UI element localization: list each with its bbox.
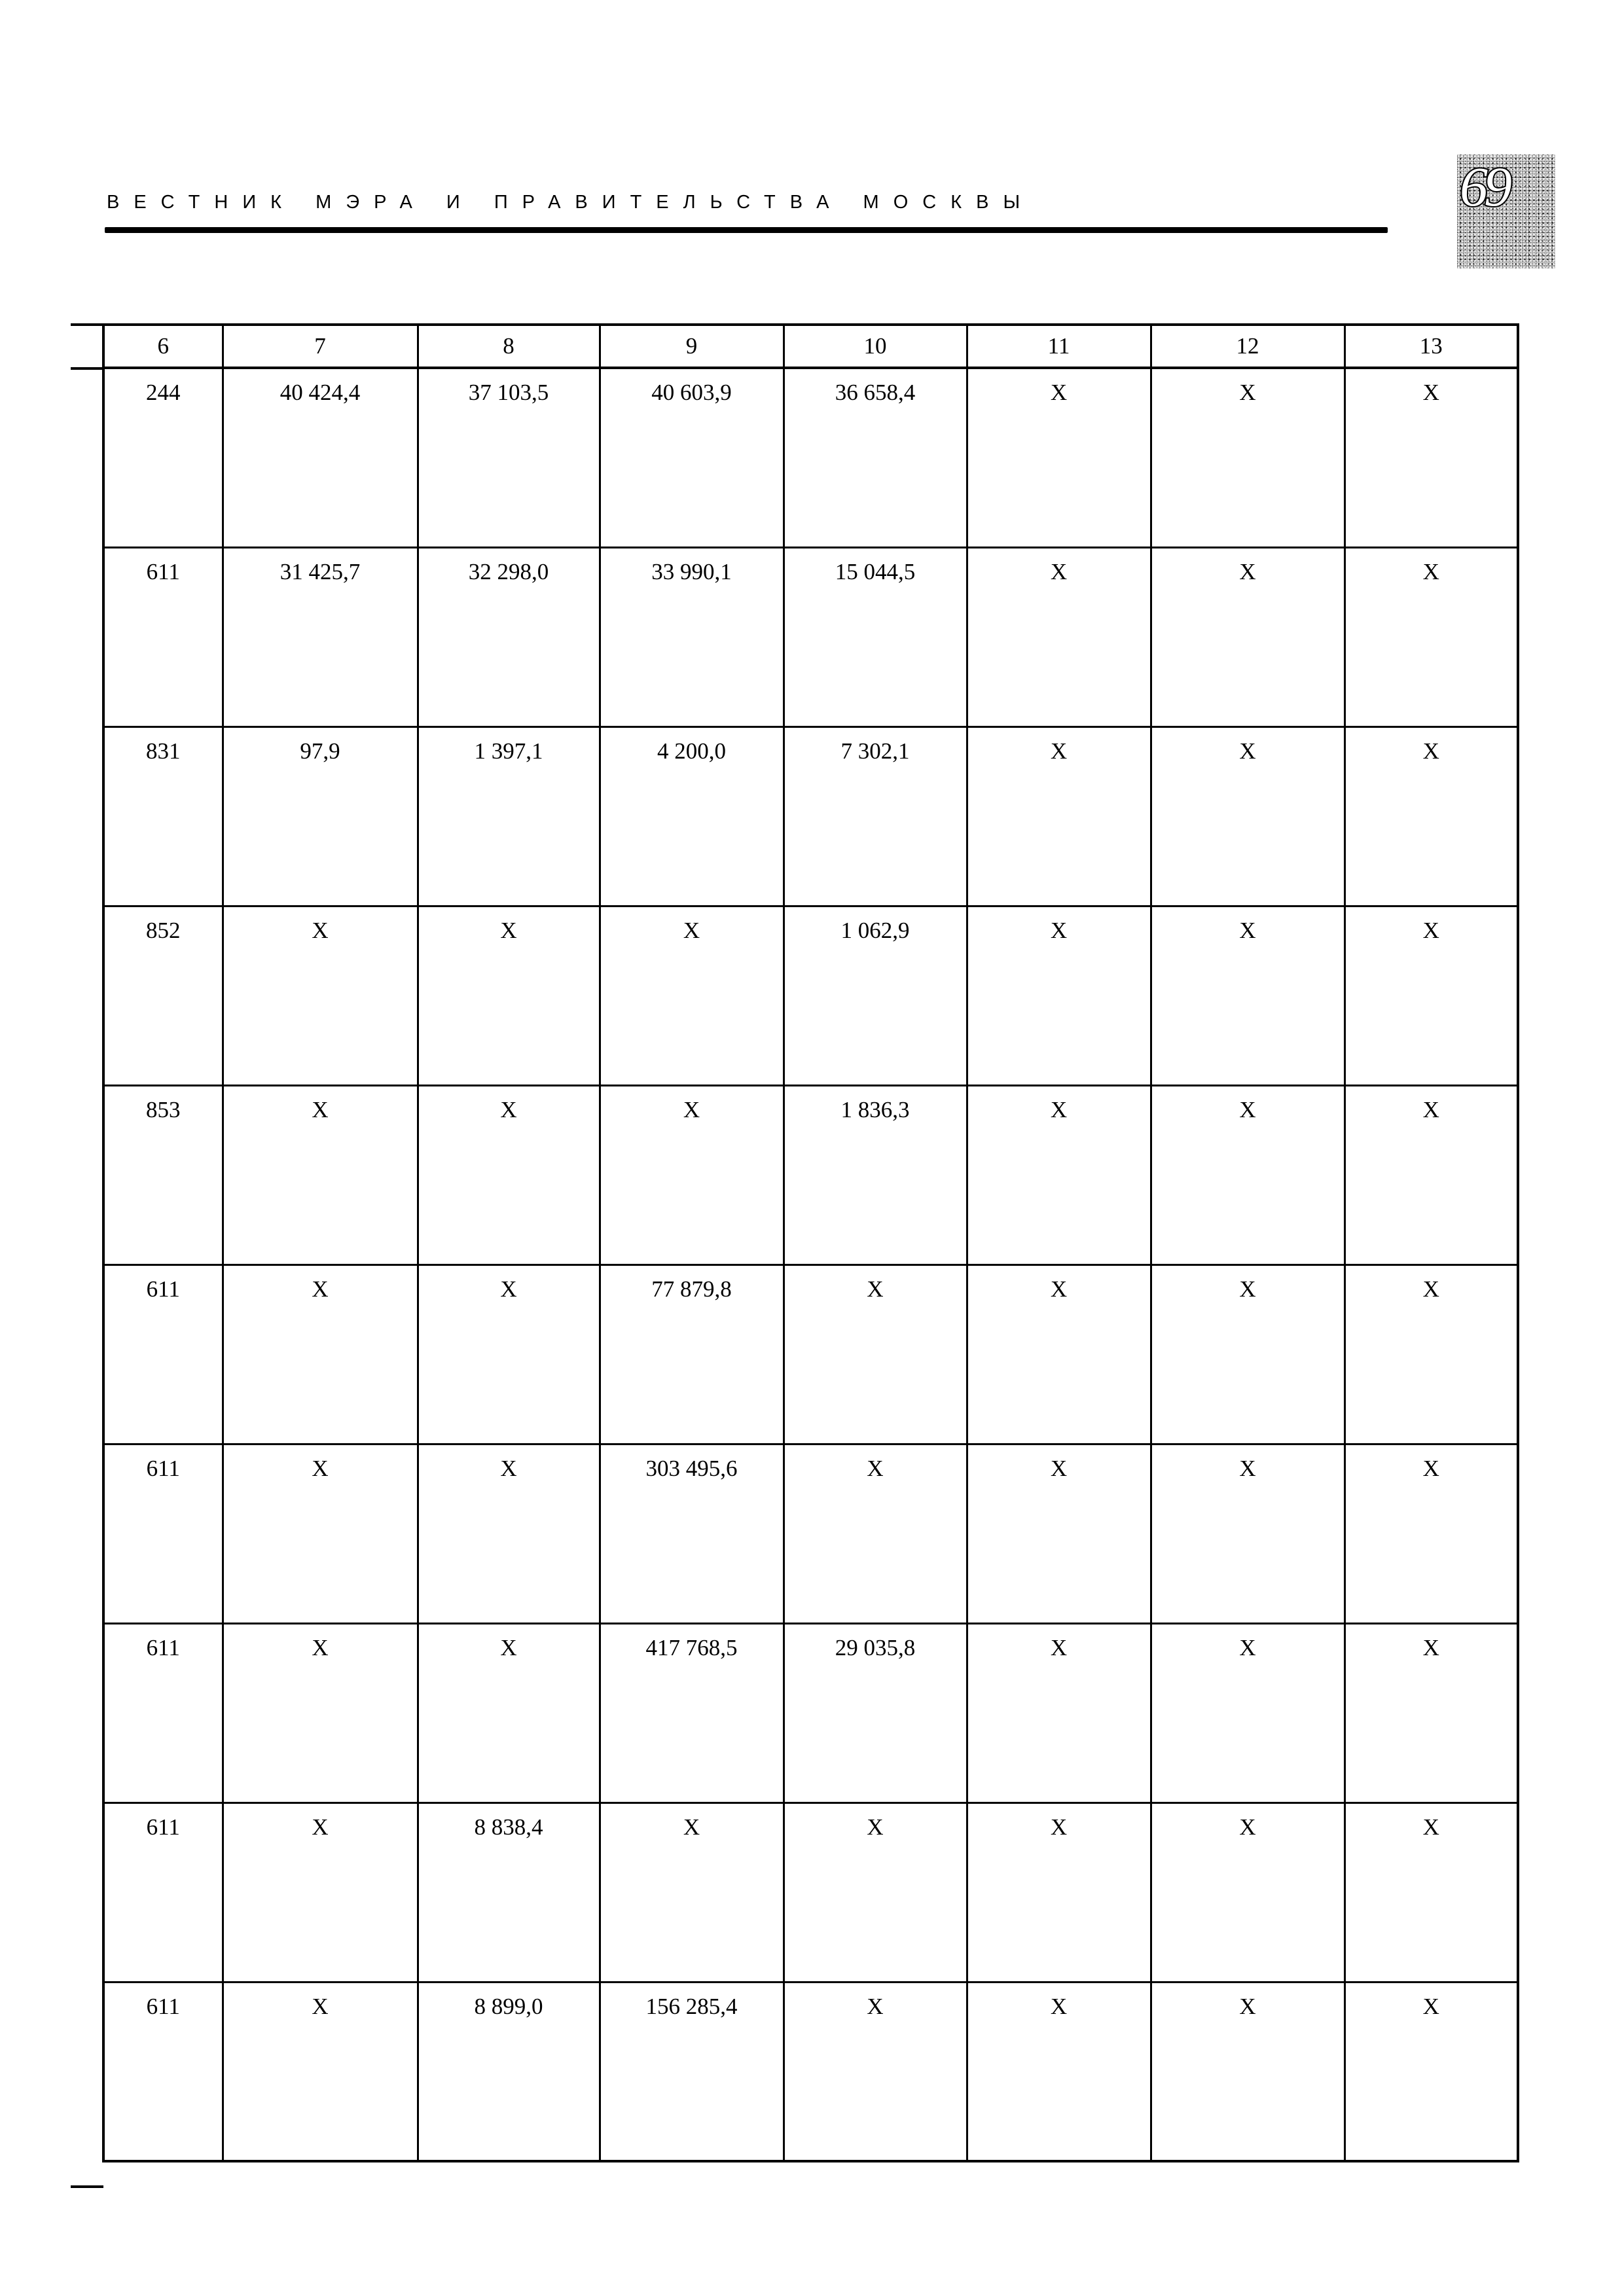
table-cell: X [600,906,784,1085]
table-cell: X [967,1623,1151,1803]
column-header: 10 [784,325,967,368]
table-cell: X [1151,1623,1344,1803]
table-cell: X [1344,1265,1518,1444]
table-cell: 611 [103,1803,223,1982]
column-header: 11 [967,325,1151,368]
table-cell: X [967,1085,1151,1265]
table-row [103,906,1518,1085]
table-cell: 8 899,0 [418,1982,600,2161]
page-number: 69 [1460,155,1508,218]
column-header: 7 [223,325,418,368]
table-cell: X [967,1982,1151,2161]
table-cell: 97,9 [223,726,418,906]
table-cell: X [418,1265,600,1444]
table-cell: 8 838,4 [418,1803,600,1982]
table-cell: 1 062,9 [784,906,967,1085]
table-cell: X [784,1265,967,1444]
table-cell: 40 603,9 [600,368,784,547]
table-cell: 611 [103,1982,223,2161]
table-cell: X [1344,368,1518,547]
table-cell: X [418,906,600,1085]
table-cell: 611 [103,1265,223,1444]
table-cell: 77 879,8 [600,1265,784,1444]
table-cell: X [418,1085,600,1265]
table-row [103,726,1518,906]
column-header: 13 [1344,325,1518,368]
table-cell: 1 397,1 [418,726,600,906]
table-cell: X [418,1623,600,1803]
column-header: 9 [600,325,784,368]
column-header: 8 [418,325,600,368]
table-cell: 29 035,8 [784,1623,967,1803]
table-cell: 852 [103,906,223,1085]
table-cell: X [223,1085,418,1265]
table-row [103,368,1518,547]
table-cell: 1 836,3 [784,1085,967,1265]
table-cell: 31 425,7 [223,547,418,726]
table-cell: 853 [103,1085,223,1265]
table-cell: X [1151,726,1344,906]
table-cell: X [1151,1265,1344,1444]
column-header: 12 [1151,325,1344,368]
column-header: 6 [103,325,223,368]
table-cell: 611 [103,1623,223,1803]
table-cell: 36 658,4 [784,368,967,547]
table-cell: X [600,1803,784,1982]
table-cell: X [418,1444,600,1623]
table-cell: 611 [103,1444,223,1623]
table-cell: 4 200,0 [600,726,784,906]
table-row [103,1444,1518,1623]
table-cell: X [1344,1623,1518,1803]
table-cell: 32 298,0 [418,547,600,726]
table-cell: X [967,1444,1151,1623]
table-cell: X [1344,1085,1518,1265]
table-cell: 37 103,5 [418,368,600,547]
table-row [103,547,1518,726]
table-cell: 33 990,1 [600,547,784,726]
table-cell: 831 [103,726,223,906]
table-cell: X [1344,1803,1518,1982]
table-cell: X [1344,1444,1518,1623]
table-cell: X [223,1982,418,2161]
table-cell: 417 768,5 [600,1623,784,1803]
table-row [103,1803,1518,1982]
table-cell: X [967,368,1151,547]
table-cell: X [1151,906,1344,1085]
table-cell: X [1151,1444,1344,1623]
table-cell: X [967,1265,1151,1444]
table-stub-rule-top [71,323,103,326]
table-stub-rule-bottom [71,2185,103,2188]
table-cell: X [223,906,418,1085]
table-cell: 611 [103,547,223,726]
table-cell: X [223,1623,418,1803]
table-cell: X [1344,726,1518,906]
table-row [103,1623,1518,1803]
table-cell: X [1151,1982,1344,2161]
table-cell: X [784,1982,967,2161]
table-cell: X [1344,1982,1518,2161]
running-head: ВЕСТНИК МЭРА И ПРАВИТЕЛЬСТВА МОСКВЫ [107,192,1035,213]
table-cell: 15 044,5 [784,547,967,726]
table-cell: X [1344,547,1518,726]
table-cell: X [784,1803,967,1982]
table-cell: X [967,1803,1151,1982]
table-cell: X [1344,906,1518,1085]
table-cell: 303 495,6 [600,1444,784,1623]
table-cell: X [1151,368,1344,547]
table-cell: X [223,1803,418,1982]
table-cell: 40 424,4 [223,368,418,547]
table-cell: X [784,1444,967,1623]
data-table [102,323,1519,2162]
table-cell: X [223,1444,418,1623]
table-cell: X [1151,1085,1344,1265]
column-number-row [103,325,1518,368]
table-cell: X [967,547,1151,726]
table-cell: 156 285,4 [600,1982,784,2161]
table-cell: X [600,1085,784,1265]
table-row [103,1265,1518,1444]
table-cell: X [1151,1803,1344,1982]
table-row [103,1085,1518,1265]
table-cell: X [967,726,1151,906]
table-cell: X [967,906,1151,1085]
table-cell: 244 [103,368,223,547]
table-cell: X [223,1265,418,1444]
table-stub-rule-header [71,367,103,370]
table-cell: 7 302,1 [784,726,967,906]
table-row [103,1982,1518,2161]
table-cell: X [1151,547,1344,726]
